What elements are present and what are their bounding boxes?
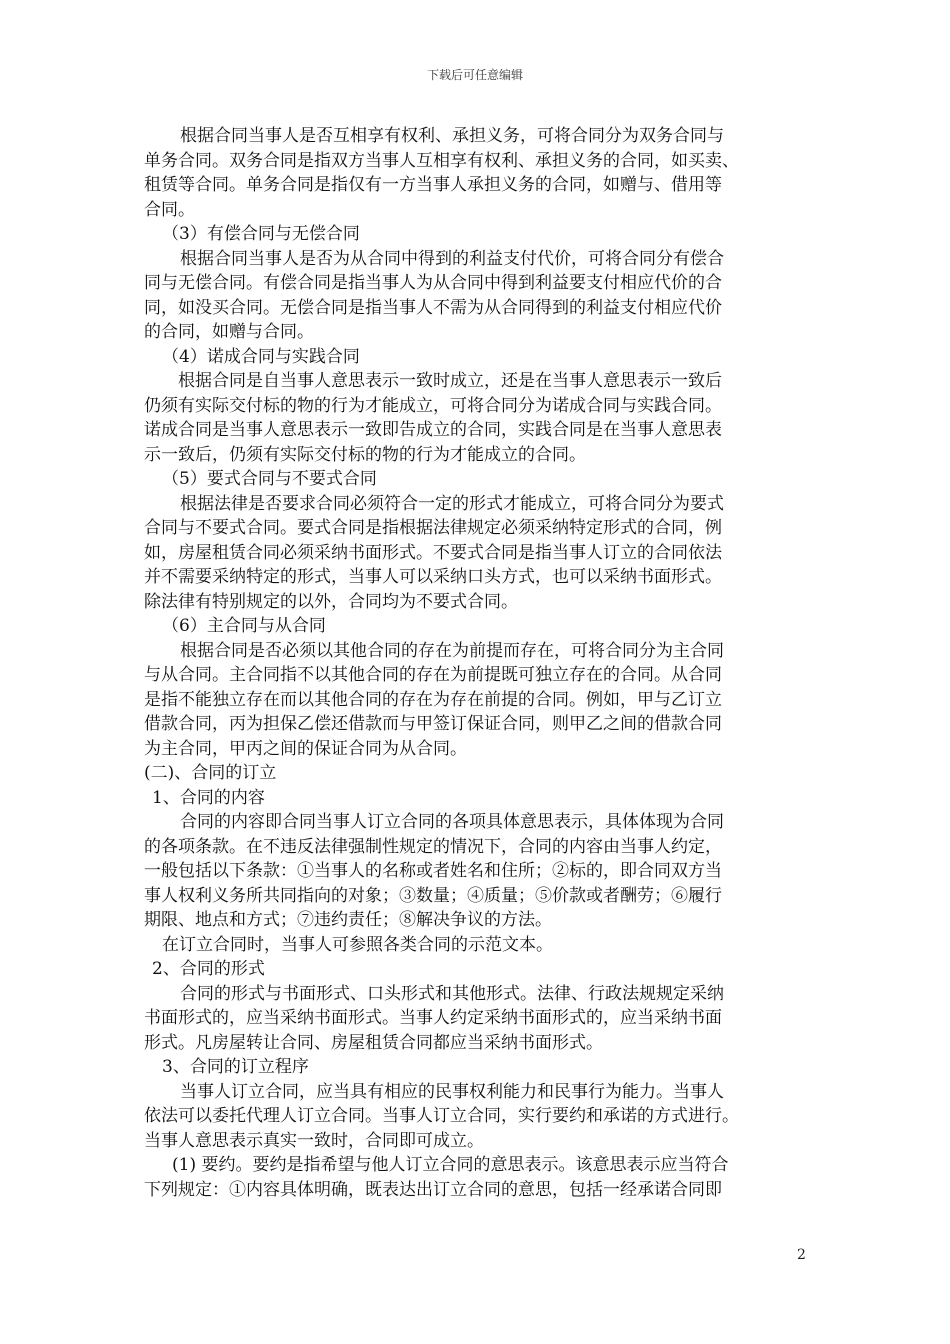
text-line: 2、合同的形式: [152, 959, 265, 979]
text-line: (二)、合同的订立: [144, 763, 277, 783]
document-body: [144, 124, 820, 1202]
text-line: 根据合同当事人是否互相享有权利、承担义务，可将合同分为双务合同与: [180, 126, 724, 146]
text-line: 事人权利义务所共同指向的对象；③数量；④质量；⑤价款或者酬劳；⑥履行: [144, 885, 722, 906]
text-line: 示一致后，仍须有实际交付标的物的行为才能成立的合同。: [144, 444, 586, 465]
text-line: (1) 要约。要约是指希望与他人订立合同的意思表示。该意思表示应当符合: [172, 1155, 729, 1175]
text-line: （5）要式合同与不要式合同: [162, 469, 377, 489]
page-number: 2: [797, 1247, 806, 1263]
text-line: （6）主合同与从合同: [162, 616, 326, 636]
text-line: 并不需要采纳特定的形式，当事人可以采纳口头方式，也可以采纳书面形式。: [144, 567, 722, 587]
text-line: 合同与不要式合同。要式合同是指根据法律规定必须采纳特定形式的合同，例: [144, 518, 722, 538]
text-line: （4）诺成合同与实践合同: [162, 346, 360, 367]
text-line: 依法可以委托代理人订立合同。当事人订立合同，实行要约和承诺的方式进行。: [144, 1106, 739, 1126]
text-line: 在订立合同时，当事人可参照各类合同的示范文本。: [162, 934, 553, 955]
text-line: 是指不能独立存在而以其他合同的存在为存在前提的合同。例如，甲与乙订立: [144, 689, 722, 710]
text-line: 1、合同的内容: [152, 787, 265, 808]
text-line: 仍须有实际交付标的物的行为才能成立，可将合同分为诺成合同与实践合同。: [144, 395, 722, 416]
text-line: 单务合同。双务合同是指双方当事人互相享有权利、承担义务的合同，如买卖、: [144, 150, 739, 171]
text-line: 3、合同的订立程序: [162, 1057, 309, 1077]
text-line: 书面形式的，应当采纳书面形式。当事人约定采纳书面形式的，应当采纳书面: [144, 1008, 722, 1028]
page-header: 下载后可任意编辑: [426, 68, 523, 82]
text-line: 与从合同。主合同指不以其他合同的存在为前提既可独立存在的合同。从合同: [144, 665, 722, 685]
text-line: 的合同，如赠与合同。: [144, 322, 314, 342]
text-line: 合同的内容即合同当事人订立合同的各项具体意思表示，具体体现为合同: [180, 812, 724, 832]
text-line: 根据合同当事人是否为从合同中得到的利益支付代价，可将合同分有偿合: [180, 248, 724, 269]
text-line: 的各项条款。在不违反法律强制性规定的情况下，合同的内容由当事人约定，: [144, 836, 722, 857]
text-line: 合同的形式与书面形式、口头形式和其他形式。法律、行政法规规定采纳: [180, 983, 724, 1004]
text-line: 一般包括以下条款：①当事人的名称或者姓名和住所；②标的，即合同双方当: [144, 861, 722, 881]
text-line: 为主合同，甲丙之间的保证合同为从合同。: [144, 738, 467, 759]
text-line: （3）有偿合同与无偿合同: [162, 224, 360, 244]
text-line: 根据合同是否必须以其他合同的存在为前提而存在，可将合同分为主合同: [180, 640, 724, 661]
text-line: 借款合同，丙为担保乙偿还借款而与甲签订保证合同，则甲乙之间的借款合同: [144, 714, 722, 734]
text-line: 除法律有特别规定的以外，合同均为不要式合同。: [144, 591, 518, 612]
text-line: 期限、地点和方式；⑦违约责任；⑧解决争议的方法。: [144, 910, 552, 930]
text-line: 形式。凡房屋转让合同、房屋租赁合同都应当采纳书面形式。: [144, 1032, 603, 1053]
text-line: 同与无偿合同。有偿合同是指当事人为从合同中得到利益要支付相应代价的合: [144, 273, 722, 293]
text-line: 如，房屋租赁合同必须采纳书面形式。不要式合同是指当事人订立的合同依法: [144, 542, 722, 563]
text-line: 同，如没买合同。无偿合同是指当事人不需为从合同得到的利益支付相应代价: [144, 297, 722, 318]
text-line: 根据法律是否要求合同必须符合一定的形式才能成立，可将合同分为要式: [180, 493, 724, 514]
text-line: 根据合同是自当事人意思表示一致时成立，还是在当事人意思表示一致后: [178, 371, 722, 391]
text-line: 租赁等合同。单务合同是指仅有一方当事人承担义务的合同，如赠与、借用等: [144, 175, 722, 195]
text-line: 下列规定：①内容具体明确，既表达出订立合同的意思，包括一经承诺合同即: [144, 1179, 722, 1200]
text-line: 当事人订立合同，应当具有相应的民事权利能力和民事行为能力。当事人: [180, 1081, 724, 1102]
text-line: 诺成合同是当事人意思表示一致即告成立的合同，实践合同是在当事人意思表: [144, 420, 722, 440]
text-line: 当事人意思表示真实一致时，合同即可成立。: [144, 1130, 484, 1151]
text-line: 合同。: [144, 199, 195, 220]
